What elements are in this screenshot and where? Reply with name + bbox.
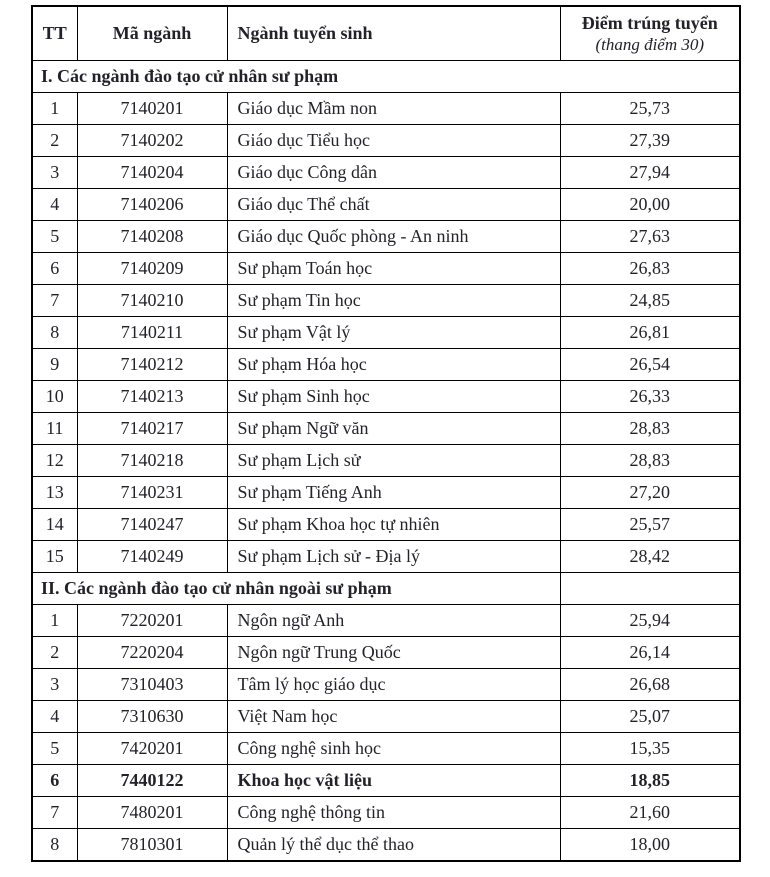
major-name-cell: Quản lý thể dục thể thao: [227, 829, 560, 862]
major-name-cell: Sư phạm Sinh học: [227, 381, 560, 413]
row-number-cell: 13: [32, 477, 77, 509]
major-name-cell: Sư phạm Khoa học tự nhiên: [227, 509, 560, 541]
major-code-cell: 7140211: [77, 317, 227, 349]
row-number-cell: 3: [32, 157, 77, 189]
table-row: [32, 733, 740, 765]
table-row: [32, 285, 740, 317]
column-header-code: Mã ngành: [77, 6, 227, 61]
major-code-cell: 7140210: [77, 285, 227, 317]
major-name-cell: Giáo dục Mầm non: [227, 93, 560, 125]
row-number-cell: 10: [32, 381, 77, 413]
major-name-cell: Giáo dục Tiểu học: [227, 125, 560, 157]
table-row: [32, 253, 740, 285]
table-row: [32, 157, 740, 189]
admission-score-cell: 24,85: [560, 285, 740, 317]
major-code-cell: 7140218: [77, 445, 227, 477]
row-number-cell: 2: [32, 637, 77, 669]
major-name-cell: Sư phạm Toán học: [227, 253, 560, 285]
major-code-cell: 7220201: [77, 605, 227, 637]
major-name-cell: Tâm lý học giáo dục: [227, 669, 560, 701]
admission-score-cell: 21,60: [560, 797, 740, 829]
major-name-cell: Giáo dục Thể chất: [227, 189, 560, 221]
major-code-cell: 7140212: [77, 349, 227, 381]
major-code-cell: 7440122: [77, 765, 227, 797]
row-number-cell: 6: [32, 253, 77, 285]
major-code-cell: 7140247: [77, 509, 227, 541]
row-number-cell: 8: [32, 829, 77, 862]
table-row: [32, 701, 740, 733]
row-number-cell: 5: [32, 733, 77, 765]
row-number-cell: 8: [32, 317, 77, 349]
major-name-cell: Ngôn ngữ Anh: [227, 605, 560, 637]
major-name-cell: Giáo dục Quốc phòng - An ninh: [227, 221, 560, 253]
row-number-cell: 11: [32, 413, 77, 445]
admission-score-cell: 18,85: [560, 765, 740, 797]
section-empty-score-cell: [560, 573, 740, 605]
table-row: [32, 541, 740, 573]
table-row: [32, 829, 740, 862]
column-header-score-sublabel: (thang điểm 30): [595, 35, 705, 55]
row-number-cell: 4: [32, 701, 77, 733]
admission-scores-table: [31, 5, 741, 862]
row-number-cell: 5: [32, 221, 77, 253]
major-code-cell: 7140213: [77, 381, 227, 413]
admission-score-cell: 25,94: [560, 605, 740, 637]
major-name-cell: Ngôn ngữ Trung Quốc: [227, 637, 560, 669]
table-row: [32, 221, 740, 253]
admission-score-cell: 26,54: [560, 349, 740, 381]
section-header-row: [32, 573, 740, 605]
major-name-cell: Sư phạm Hóa học: [227, 349, 560, 381]
admission-score-cell: 26,68: [560, 669, 740, 701]
major-code-cell: 7140217: [77, 413, 227, 445]
table-row: [32, 509, 740, 541]
column-header-score: [560, 6, 740, 61]
table-row: [32, 317, 740, 349]
row-number-cell: 7: [32, 285, 77, 317]
row-number-cell: 7: [32, 797, 77, 829]
column-header-score-label: Điểm trúng tuyển: [581, 12, 718, 33]
column-header-major: Ngành tuyển sinh: [227, 6, 560, 61]
row-number-cell: 14: [32, 509, 77, 541]
major-name-cell: Sư phạm Ngữ văn: [227, 413, 560, 445]
major-code-cell: 7140201: [77, 93, 227, 125]
table-row: [32, 349, 740, 381]
major-code-cell: 7140202: [77, 125, 227, 157]
major-code-cell: 7140206: [77, 189, 227, 221]
major-name-cell: Khoa học vật liệu: [227, 765, 560, 797]
table-row: [32, 93, 740, 125]
table-row: [32, 605, 740, 637]
major-name-cell: Sư phạm Tin học: [227, 285, 560, 317]
major-name-cell: Sư phạm Tiếng Anh: [227, 477, 560, 509]
admission-score-cell: 26,33: [560, 381, 740, 413]
row-number-cell: 1: [32, 605, 77, 637]
major-code-cell: 7140231: [77, 477, 227, 509]
major-name-cell: Công nghệ thông tin: [227, 797, 560, 829]
table-row: [32, 189, 740, 221]
major-code-cell: 7310403: [77, 669, 227, 701]
section-header-row: [32, 61, 740, 93]
row-number-cell: 15: [32, 541, 77, 573]
major-code-cell: 7480201: [77, 797, 227, 829]
admission-score-cell: 18,00: [560, 829, 740, 862]
admission-score-cell: 28,42: [560, 541, 740, 573]
table-row: [32, 477, 740, 509]
admission-score-cell: 27,39: [560, 125, 740, 157]
major-name-cell: Sư phạm Lịch sử: [227, 445, 560, 477]
section-title: II. Các ngành đào tạo cử nhân ngoài sư phạm: [32, 573, 560, 605]
major-code-cell: 7140208: [77, 221, 227, 253]
admission-score-cell: 25,07: [560, 701, 740, 733]
major-name-cell: Sư phạm Lịch sử - Địa lý: [227, 541, 560, 573]
row-number-cell: 2: [32, 125, 77, 157]
major-name-cell: Giáo dục Công dân: [227, 157, 560, 189]
major-code-cell: 7140249: [77, 541, 227, 573]
section-title: I. Các ngành đào tạo cử nhân sư phạm: [32, 61, 740, 93]
table-row: [32, 669, 740, 701]
table-row: [32, 413, 740, 445]
admission-score-cell: 28,83: [560, 413, 740, 445]
table-row: [32, 125, 740, 157]
header-row: [32, 6, 740, 61]
table-row: [32, 797, 740, 829]
admission-score-cell: 27,20: [560, 477, 740, 509]
table-row: [32, 765, 740, 797]
admission-score-cell: 27,63: [560, 221, 740, 253]
major-name-cell: Sư phạm Vật lý: [227, 317, 560, 349]
table-row: [32, 637, 740, 669]
major-code-cell: 7140209: [77, 253, 227, 285]
admission-score-cell: 15,35: [560, 733, 740, 765]
admission-score-cell: 25,57: [560, 509, 740, 541]
admission-score-cell: 26,83: [560, 253, 740, 285]
column-header-tt: TT: [32, 6, 77, 61]
admission-score-cell: 28,83: [560, 445, 740, 477]
admission-score-cell: 26,14: [560, 637, 740, 669]
row-number-cell: 12: [32, 445, 77, 477]
admission-score-cell: 27,94: [560, 157, 740, 189]
table-body: [32, 61, 740, 862]
row-number-cell: 9: [32, 349, 77, 381]
table-row: [32, 381, 740, 413]
major-name-cell: Việt Nam học: [227, 701, 560, 733]
table-header: [32, 6, 740, 61]
major-code-cell: 7810301: [77, 829, 227, 862]
major-code-cell: 7310630: [77, 701, 227, 733]
major-code-cell: 7220204: [77, 637, 227, 669]
major-code-cell: 7420201: [77, 733, 227, 765]
row-number-cell: 4: [32, 189, 77, 221]
admission-score-cell: 26,81: [560, 317, 740, 349]
row-number-cell: 3: [32, 669, 77, 701]
major-name-cell: Công nghệ sinh học: [227, 733, 560, 765]
admission-score-cell: 25,73: [560, 93, 740, 125]
row-number-cell: 1: [32, 93, 77, 125]
table-row: [32, 445, 740, 477]
major-code-cell: 7140204: [77, 157, 227, 189]
row-number-cell: 6: [32, 765, 77, 797]
admission-score-cell: 20,00: [560, 189, 740, 221]
